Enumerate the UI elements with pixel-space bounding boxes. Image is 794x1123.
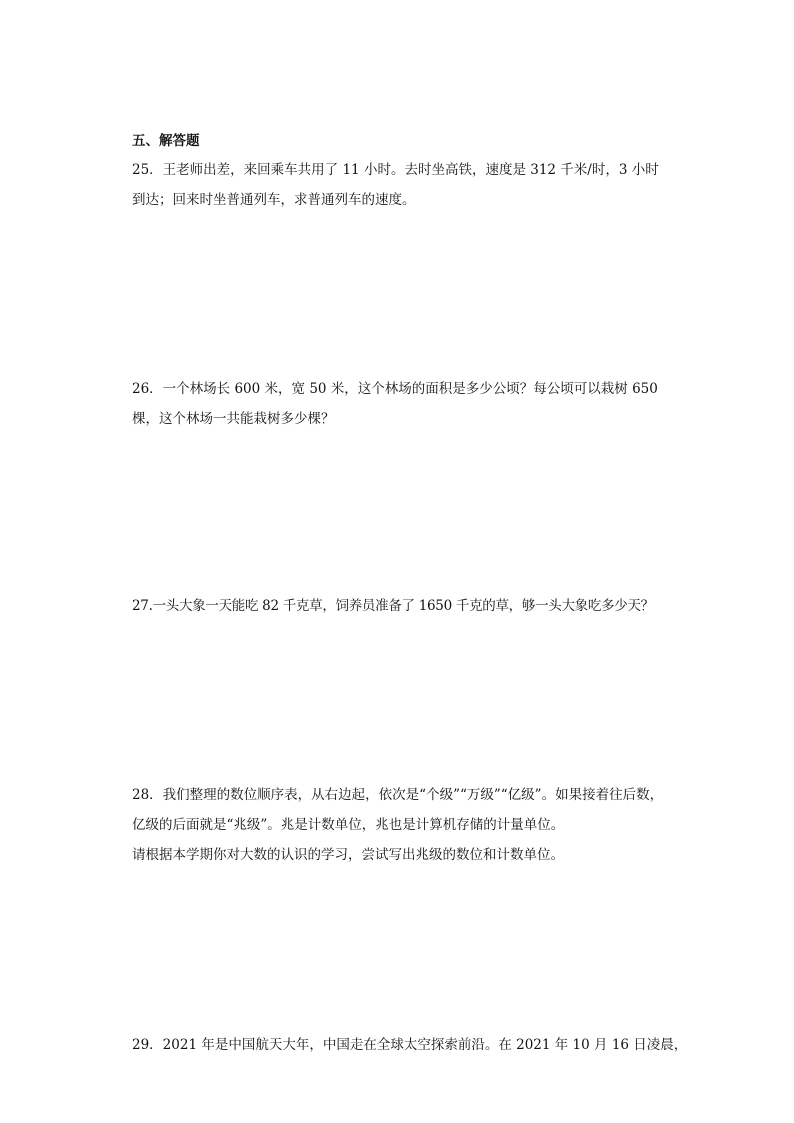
question-28-line-2: 亿级的后面就是“兆级”。兆是计数单位，兆也是计算机存储的计量单位。	[132, 817, 565, 833]
question-26-line-2: 棵，这个林场一共能栽树多少棵？	[132, 411, 335, 427]
question-29	[132, 1030, 688, 1060]
question-27-line-1: 27.一头大象一天能吃 82 千克草，饲养员准备了 1650 千克的草，够一头大象吃多少天？	[132, 598, 654, 614]
question-25-line-1: 25．王老师出差，来回乘车共用了 11 小时。去时坐高铁，速度是 312 千米/时，3 小时	[132, 162, 659, 178]
question-26-line-1: 26．一个林场长 600 米，宽 50 米，这个林场的面积是多少公顷？每公顷可以栽树 650	[132, 381, 658, 397]
question-27	[132, 591, 662, 621]
question-28	[132, 780, 662, 870]
section-title: 五、解答题	[132, 133, 200, 149]
question-28-line-1: 28．我们整理的数位顺序表，从右边起，依次是“个级”“万级”“亿级”。如果接着往后数，	[132, 787, 664, 803]
question-25-line-2: 到达；回来时坐普通列车，求普通列车的速度。	[132, 192, 416, 208]
question-28-line-3: 请根据本学期你对大数的认识的学习，尝试写出兆级的数位和计数单位。	[132, 847, 564, 863]
question-29-line-1: 29．2021 年是中国航天大年，中国走在全球太空探索前沿。在 2021 年 10 月 16 日凌晨，	[132, 1037, 688, 1053]
question-25	[132, 155, 662, 215]
question-26	[132, 374, 662, 434]
